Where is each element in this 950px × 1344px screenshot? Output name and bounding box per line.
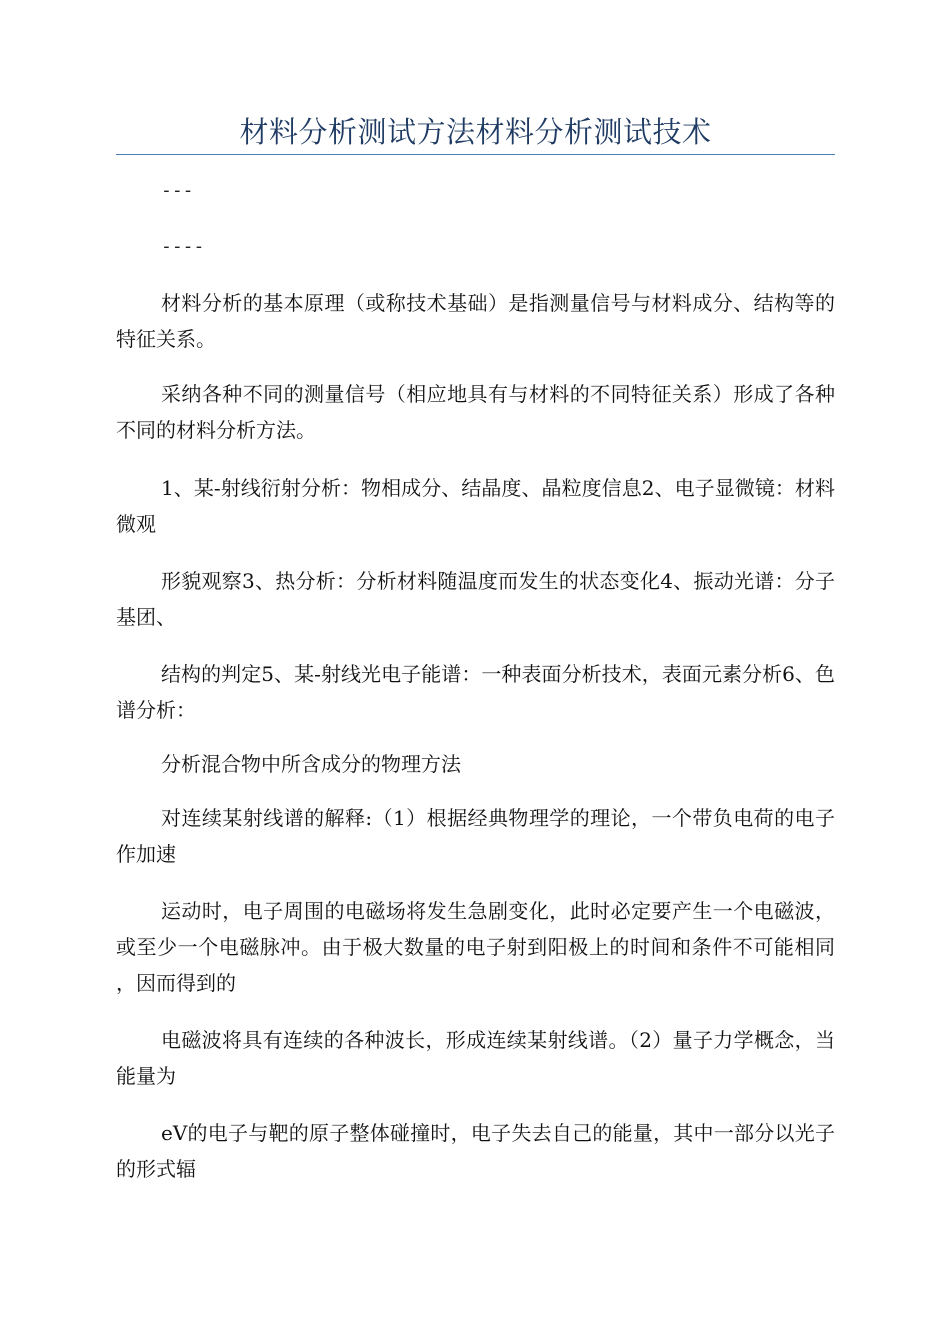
paragraph-6: 分析混合物中所含成分的物理方法 <box>161 752 461 776</box>
separator-line-2: ---- <box>161 236 205 257</box>
paragraph-1: 材料分析的基本原理（或称技术基础）是指测量信号与材料成分、结构等的特征关系。 <box>116 291 835 351</box>
title-underline <box>116 154 835 155</box>
paragraph-7: 对连续某射线谱的解释:（1）根据经典物理学的理论，一个带负电荷的电子作加速 <box>116 806 835 866</box>
paragraph-8: 运动时，电子周围的电磁场将发生急剧变化，此时必定要产生一个电磁波，或至少一个电磁脉冲。由于极大数量的电子射到阳极上的时间和条件不可能相同，因而得到的 <box>116 899 835 995</box>
document-title: 材料分析测试方法材料分析测试技术 <box>239 115 712 149</box>
paragraph-4: 形貌观察3、热分析：分析材料随温度而发生的状态变化4、振动光谱：分子基团、 <box>116 569 835 629</box>
paragraph-5: 结构的判定5、某-射线光电子能谱：一种表面分析技术，表面元素分析6、色谱分析： <box>116 662 835 722</box>
separator-line-1: --- <box>161 180 194 201</box>
paragraph-2: 采纳各种不同的测量信号（相应地具有与材料的不同特征关系）形成了各种不同的材料分析方法。 <box>116 382 835 442</box>
paragraph-3: 1、某-射线衍射分析：物相成分、结晶度、晶粒度信息2、电子显微镜：材料微观 <box>116 476 835 536</box>
paragraph-9: 电磁波将具有连续的各种波长，形成连续某射线谱。（2）量子力学概念，当能量为 <box>116 1028 835 1088</box>
paragraph-10: eV的电子与靶的原子整体碰撞时，电子失去自己的能量，其中一部分以光子的形式辐 <box>116 1121 835 1181</box>
